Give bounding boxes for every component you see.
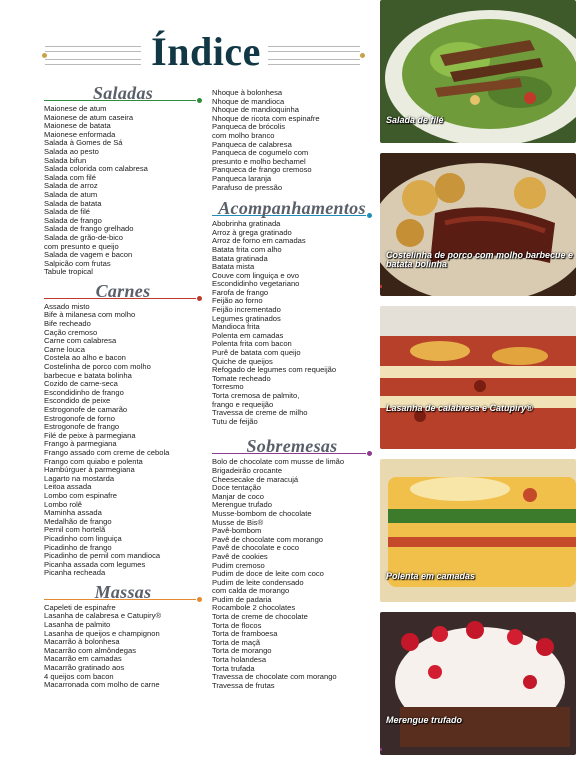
recipe-entry: Estrogonofe de forno: [44, 413, 115, 423]
recipe-entry: Pavê-bombom: [212, 526, 262, 536]
recipe-entry: Nhoque de ricota com espinafre: [212, 113, 320, 123]
recipe-entry: Panqueca de cogumelo com: [212, 148, 309, 158]
recipe-list: [44, 604, 202, 690]
recipe-entry: Tutu de feijão: [212, 416, 258, 426]
recipe-entry: Salada de vagem e bacon: [44, 250, 133, 260]
recipe-entry: Arroz de forno em camadas: [212, 236, 306, 246]
recipe-entry: Capeleti de espinafre: [44, 602, 116, 612]
photo-accent-tab: [380, 285, 382, 288]
recipe-entry: Pavê de chocolate com morango: [212, 534, 324, 544]
title-rule: [268, 51, 360, 52]
recipe-entry: Torta holandesa: [212, 655, 267, 665]
recipe-entry: Panqueca de brócolis: [212, 122, 286, 132]
recipe-entry: Abobrinha gratinada: [212, 219, 281, 229]
recipe-entry: Lombo com espinafre: [44, 490, 118, 500]
recipe-entry: Batata mista: [212, 262, 255, 272]
recipe-entry: Musse-bombom de chocolate: [212, 508, 312, 518]
title-rule: [45, 51, 141, 52]
section-massas-continued: [212, 89, 372, 192]
recipe-entry: Carne com calabresa: [44, 336, 117, 346]
section-header: [44, 83, 202, 105]
recipe-entry: Feijão ao forno: [212, 296, 263, 306]
recipe-entry: Pudim de doce de leite com coco: [212, 569, 324, 579]
photo-accent-tab: [380, 748, 382, 751]
recipe-entry: Maionese de atum: [44, 104, 107, 113]
recipe-list: [212, 220, 372, 426]
section-header: [212, 198, 372, 220]
recipe-entry: Legumes gratinados: [212, 313, 281, 323]
recipe-entry: Bife à milanesa com molho: [44, 310, 136, 320]
recipe-entry: Costela ao alho e bacon: [44, 353, 126, 363]
section-header: [212, 436, 372, 458]
recipe-entry: Pernil com hortelã: [44, 525, 106, 535]
recipe-entry: Picadinho de pernil com mandioca: [44, 551, 161, 561]
recipe-entry: Arroz à grega gratinado: [212, 227, 292, 237]
recipe-entry: Nhoque de mandioca: [212, 96, 285, 106]
recipe-entry: Rocambole 2 chocolates: [212, 603, 296, 613]
recipe-entry: Musse de Bis®: [212, 517, 264, 527]
recipe-entry: Lasanha de calabresa e Catupiry®: [44, 611, 162, 621]
recipe-entry: Maionese enformada: [44, 129, 116, 139]
recipe-entry: Bolo de chocolate com musse de limão: [212, 457, 345, 467]
recipe-entry: Polenta frita com bacon: [212, 339, 292, 349]
recipe-entry: Batata frita com alho: [212, 244, 282, 254]
recipe-entry: Torta trufada: [212, 663, 255, 673]
recipe-entry: Travessa de creme de milho: [212, 408, 308, 418]
recipe-entry: Purê de batata com queijo: [212, 348, 301, 358]
recipe-entry: Torta de maçã: [212, 637, 261, 647]
recipe-entry: 4 queijos com bacon: [44, 671, 114, 681]
recipe-entry: Tabule tropical: [44, 267, 93, 277]
photo-caption: Polenta em camadas: [386, 571, 476, 581]
recipe-entry: Travessa de frutas: [212, 680, 275, 690]
title-rule: [45, 46, 141, 47]
photo-salada-de-file: [380, 0, 576, 143]
recipe-entry: Escondidinho de frango: [44, 387, 124, 397]
recipe-entry: com molho branco: [212, 130, 275, 140]
title-rule: [45, 59, 141, 60]
recipe-entry: Salada bifun: [44, 155, 87, 165]
recipe-list: [212, 458, 372, 690]
section-carnes: [44, 281, 202, 578]
recipe-entry: Panqueca laranja: [212, 173, 272, 183]
recipe-list: [212, 89, 372, 192]
section-saladas: [44, 83, 202, 277]
recipe-entry: Lasanha de palmito: [44, 620, 111, 630]
recipe-entry: Bife recheado: [44, 319, 91, 329]
recipe-entry: Assado misto: [44, 301, 90, 311]
recipe-entry: Estrogonofe de frango: [44, 422, 120, 432]
recipe-entry: Panqueca de frango cremoso: [212, 165, 312, 175]
photo-caption: Costelinha de porco com molho barbecue e batata bolinha: [386, 250, 574, 269]
recipe-entry: Doce tentação: [212, 483, 261, 493]
recipe-entry: Nhoque à bolonhesa: [212, 88, 283, 97]
recipe-entry: Salada de arroz: [44, 181, 98, 191]
photo-caption: Merengue trufado: [386, 715, 463, 725]
recipe-entry: Cheesecake de maracujá: [212, 474, 299, 484]
recipe-entry: Medalhão de frango: [44, 516, 112, 526]
recipe-entry: Merengue trufado: [212, 500, 272, 510]
title-rule: [45, 64, 141, 65]
recipe-entry: Macarrão gratinado aos: [44, 663, 125, 673]
section-header: [44, 281, 202, 303]
recipe-entry: Salada colorida com calabresa: [44, 164, 148, 174]
section-title: Sobremesas: [246, 436, 338, 457]
recipe-entry: Salada ao pesto: [44, 146, 99, 156]
recipe-entry: Leitoa assada: [44, 482, 92, 492]
meringue-illustration: [380, 612, 576, 755]
recipe-entry: com presunto e queijo: [44, 241, 119, 251]
recipe-entry: Hambúrguer à parmegiana: [44, 465, 135, 475]
recipe-entry: Salpicão com frutas: [44, 258, 111, 268]
recipe-entry: Macarrão em camadas: [44, 654, 122, 664]
recipe-entry: Salada de filé: [44, 207, 91, 217]
section-sobremesas: [212, 436, 372, 690]
recipe-entry: Costelinha de porco com molho: [44, 362, 151, 372]
recipe-entry: Estrogonofe de camarão: [44, 405, 128, 414]
recipe-entry: Lombo rolê: [44, 499, 82, 509]
recipe-entry: Parafuso de pressão: [212, 182, 283, 192]
recipe-entry: Nhoque de mandioquinha: [212, 105, 299, 115]
recipe-entry: Panqueca de calabresa: [212, 139, 292, 149]
recipe-entry: Picanha recheada: [44, 568, 106, 578]
recipe-entry: Lasanha de queijos e champignon: [44, 628, 160, 638]
recipe-entry: Salada à Gomes de Sá: [44, 138, 123, 148]
title-rule: [268, 59, 360, 60]
photo-caption: Lasanha de calabresa e Catupiry®: [386, 403, 533, 413]
recipe-entry: Macarrão à bolonhesa: [44, 637, 120, 647]
section-title: Saladas: [92, 83, 154, 103]
recipe-entry: Salada de batata: [44, 198, 102, 208]
recipe-entry: barbecue e batata bolinha: [44, 370, 132, 380]
recipe-entry: Torta cremosa de palmito,: [212, 391, 300, 400]
section-title: Massas: [94, 581, 152, 602]
photo-merengue: [380, 612, 576, 755]
recipe-entry: Pavê de chocolate e coco: [212, 543, 299, 553]
recipe-entry: Frango à parmegiana: [44, 439, 117, 449]
recipe-entry: Maionese de atum caseira: [44, 112, 134, 122]
recipe-entry: Mandioca frita: [212, 322, 260, 332]
photo-costelinha: [380, 153, 576, 296]
recipe-entry: Pudim de padaria: [212, 594, 272, 604]
recipe-entry: Pavê de cookies: [212, 551, 268, 561]
recipe-entry: Cação cremoso: [44, 327, 98, 337]
section-massas: [44, 582, 202, 690]
index-column-right: [212, 89, 372, 694]
recipe-entry: Salada de frango grelhado: [44, 224, 134, 234]
recipe-entry: presunto e molho bechamel: [212, 156, 306, 166]
recipe-entry: Torresmo: [212, 382, 244, 392]
recipe-entry: Cozido de carne-seca: [44, 379, 118, 389]
recipe-entry: Picadinho de frango: [44, 542, 112, 552]
photo-lasanha: [380, 306, 576, 449]
page-title: Índice: [151, 29, 261, 74]
recipe-entry: Batata gratinada: [212, 253, 268, 263]
recipe-entry: Couve com linguiça e ovo: [212, 270, 299, 280]
recipe-list: [44, 303, 202, 578]
recipe-entry: Filé de peixe à parmegiana: [44, 430, 136, 440]
recipe-entry: Picanha assada com legumes: [44, 559, 146, 569]
recipe-entry: Frango assado com creme de cebola: [44, 447, 170, 457]
recipe-entry: Escondido de peixe: [44, 396, 111, 406]
recipe-entry: Manjar de coco: [212, 491, 264, 501]
recipe-entry: Torta de creme de chocolate: [212, 612, 308, 622]
recipe-entry: Maminha assada: [44, 508, 102, 518]
recipe-entry: Macarronada com molho de carne: [44, 680, 160, 690]
recipe-entry: Brigadeirão crocante: [212, 465, 283, 475]
recipe-entry: Salada de grão-de-bico: [44, 232, 123, 242]
title-rule: [268, 64, 360, 65]
recipe-entry: Torta de framboesa: [212, 629, 278, 639]
recipe-entry: Salada de atum: [44, 189, 98, 199]
recipe-entry: Feijão incrementado: [212, 305, 281, 315]
recipe-entry: frango e requeijão: [212, 399, 274, 409]
recipe-entry: Farofa de frango: [212, 287, 269, 297]
recipe-entry: Travessa de chocolate com morango: [212, 672, 337, 682]
photo-polenta: [380, 459, 576, 602]
recipe-entry: Torta de flocos: [212, 620, 262, 630]
title-ornament-dot: [360, 53, 365, 58]
section-title: Carnes: [95, 280, 151, 301]
recipe-entry: Lagarto na mostarda: [44, 473, 115, 483]
recipe-entry: Torta de morango: [212, 646, 272, 656]
ribs-illustration: [380, 153, 576, 296]
section-title: Acompanhamentos: [218, 198, 366, 219]
lasagna-illustration: [380, 306, 576, 449]
section-acompanhamentos: [212, 198, 372, 426]
recipe-entry: com calda de morango: [212, 586, 290, 596]
photo-caption: Salada de filé: [386, 115, 444, 125]
recipe-entry: Salada com filé: [44, 172, 96, 182]
recipe-list: [44, 105, 202, 277]
title-rule: [268, 46, 360, 47]
recipe-entry: Maionese de batata: [44, 121, 111, 131]
recipe-entry: Escondidinho vegetariano: [212, 279, 300, 289]
recipe-entry: Polenta em camadas: [212, 330, 284, 340]
recipe-entry: Quiche de queijos: [212, 356, 273, 366]
recipe-entry: Carne louca: [44, 344, 85, 354]
recipe-entry: Refogado de legumes com requeijão: [212, 365, 337, 375]
recipe-entry: Frango com quiabo e polenta: [44, 456, 143, 466]
photo-strip: [378, 0, 576, 758]
recipe-entry: Salada de frango: [44, 215, 102, 225]
recipe-entry: Pudim de leite condensado: [212, 577, 304, 587]
index-column-left: [44, 83, 202, 694]
recipe-entry: Tomate recheado: [212, 373, 271, 383]
recipe-entry: Pudim cremoso: [212, 560, 265, 570]
section-header: [44, 582, 202, 604]
recipe-entry: Picadinho com linguiça: [44, 533, 122, 543]
title-ornament-dot: [42, 53, 47, 58]
recipe-entry: Macarrão com almôndegas: [44, 645, 137, 655]
